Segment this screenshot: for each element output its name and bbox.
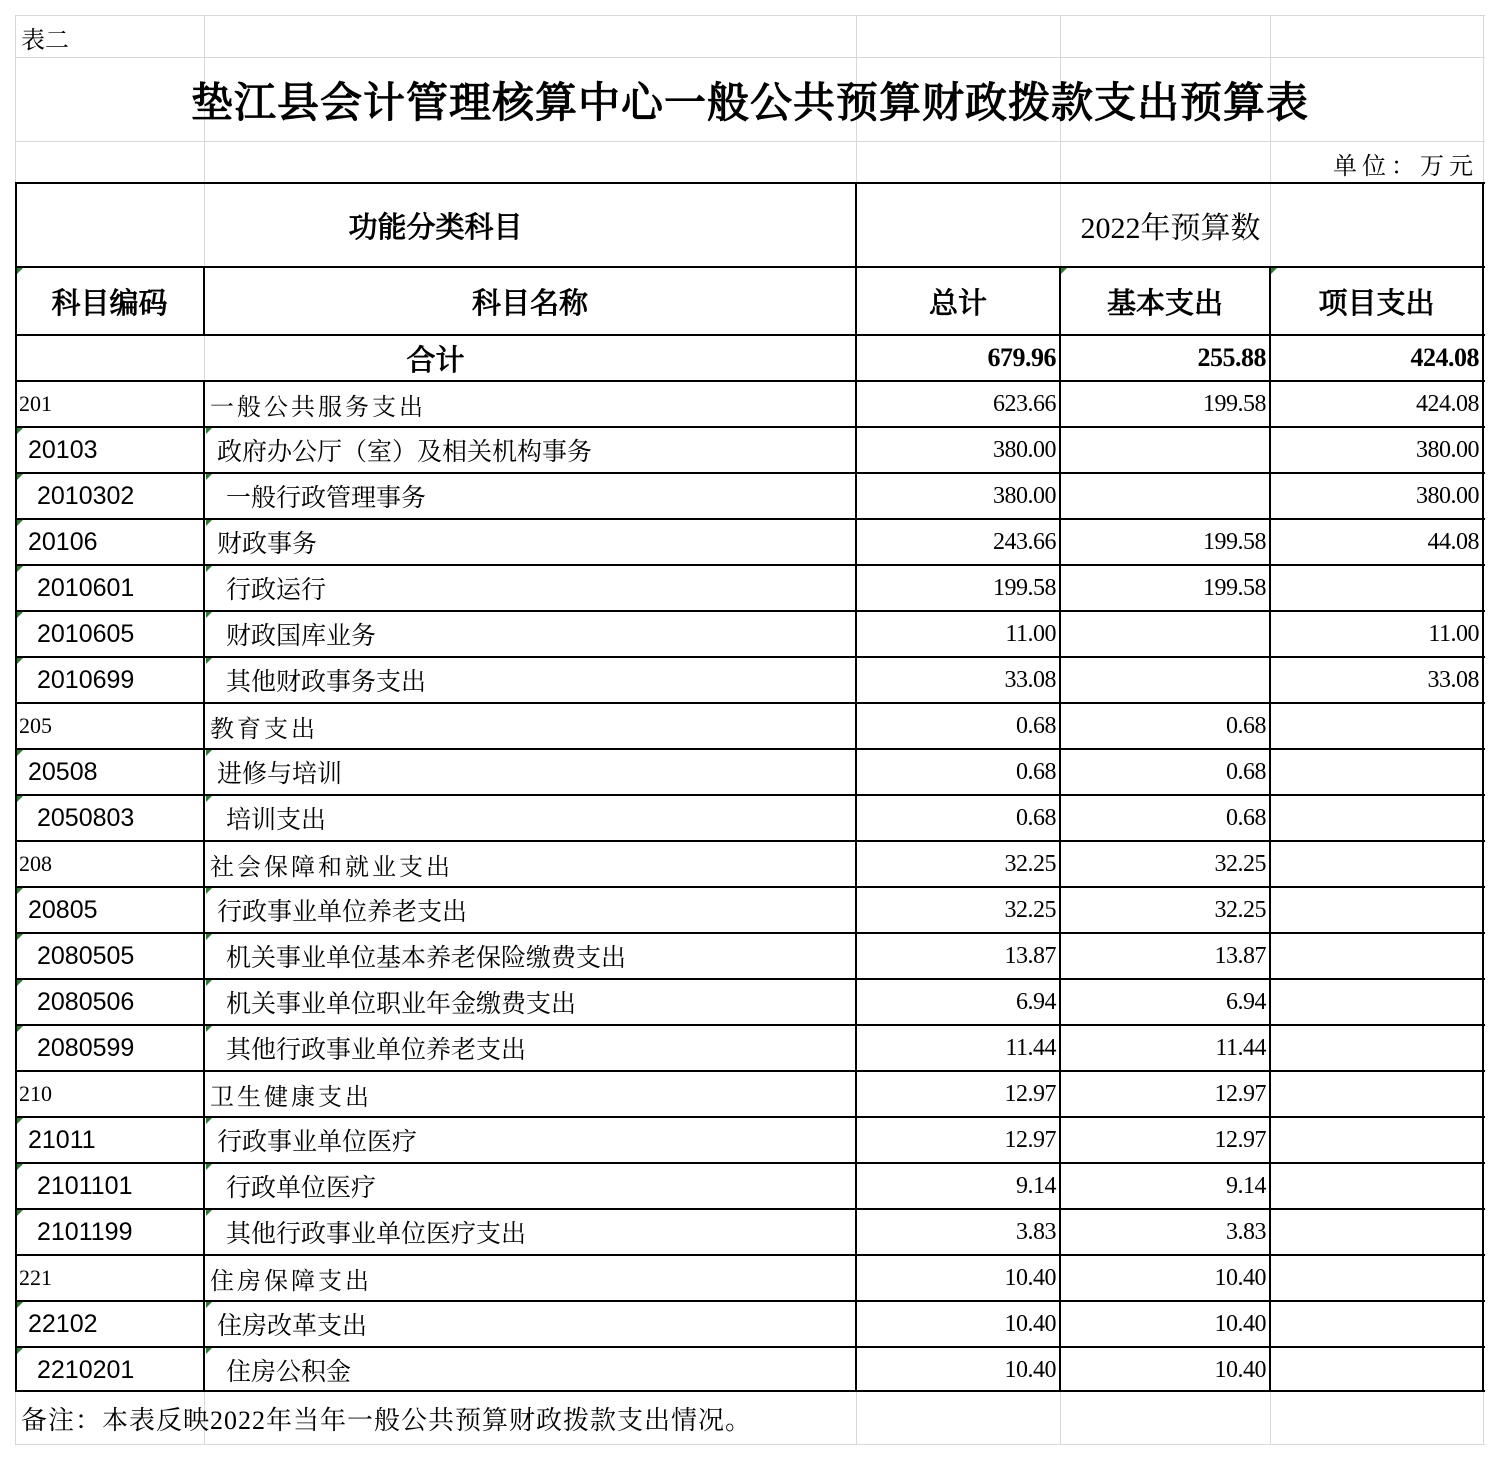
row-total: 199.58 — [993, 574, 1056, 601]
row-code: 2080505 — [37, 941, 135, 970]
table-row — [15, 749, 1485, 795]
functional-category-header: 功能分类科目 — [348, 211, 523, 244]
row-name: 住房改革支出 — [217, 1312, 368, 1340]
row-code: 20103 — [28, 435, 98, 464]
cell-marker — [206, 980, 212, 986]
table-row — [15, 565, 1485, 611]
row-name: 财政事务 — [217, 530, 318, 558]
row-name: 一般行政管理事务 — [226, 484, 427, 512]
row-basic: 0.68 — [1226, 712, 1266, 739]
footnote: 备注：本表反映2022年当年一般公共预算财政拨款支出情况。 — [21, 1405, 753, 1435]
row-project — [1270, 841, 1483, 887]
row-basic — [1060, 473, 1270, 519]
row-basic: 12.97 — [1214, 1126, 1266, 1153]
row-total: 32.25 — [1004, 896, 1056, 923]
row-name: 行政运行 — [226, 576, 327, 604]
row-name: 行政事业单位养老支出 — [217, 898, 468, 926]
row-basic — [1060, 657, 1270, 703]
cell-marker — [206, 1118, 212, 1124]
cell-marker — [17, 888, 23, 894]
cell-marker — [206, 1348, 212, 1354]
name-header: 科目名称 — [471, 287, 588, 320]
row-name: 社会保障和就业支出 — [210, 854, 453, 881]
cell-marker — [206, 428, 212, 434]
row-basic: 12.97 — [1214, 1080, 1266, 1107]
cell-marker — [206, 934, 212, 940]
table-row — [15, 381, 1485, 427]
cell-marker — [17, 796, 23, 802]
table-row — [15, 979, 1485, 1025]
row-total: 6.94 — [1016, 988, 1056, 1015]
row-basic: 199.58 — [1203, 390, 1266, 417]
row-total: 0.68 — [1016, 712, 1056, 739]
row-project — [1270, 887, 1483, 933]
row-project: 11.00 — [1428, 620, 1479, 647]
row-code: 205 — [19, 713, 52, 738]
row-basic: 32.25 — [1214, 850, 1266, 877]
row-name: 教育支出 — [210, 716, 318, 743]
row-name: 卫生健康支出 — [210, 1084, 372, 1111]
cell-marker — [206, 888, 212, 894]
cell-marker — [17, 750, 23, 756]
cell-marker — [206, 1164, 212, 1170]
row-basic: 32.25 — [1214, 896, 1266, 923]
table-row — [15, 933, 1485, 979]
row-basic — [1060, 611, 1270, 657]
table-row — [15, 1163, 1485, 1209]
cell-marker — [206, 658, 212, 664]
cell-marker — [206, 520, 212, 526]
row-basic: 11.44 — [1215, 1034, 1266, 1061]
row-code: 2080599 — [37, 1033, 135, 1062]
row-name: 其他财政事务支出 — [226, 668, 427, 696]
row-code: 20106 — [28, 527, 98, 556]
summary-label: 合计 — [406, 344, 465, 377]
row-code: 2101199 — [37, 1217, 133, 1246]
row-project — [1270, 1301, 1483, 1347]
row-project — [1270, 1255, 1483, 1301]
row-basic: 9.14 — [1226, 1172, 1266, 1199]
row-name: 其他行政事业单位医疗支出 — [226, 1220, 527, 1248]
row-total: 33.08 — [1004, 666, 1056, 693]
cell-marker — [17, 1210, 23, 1216]
cell-marker — [206, 1026, 212, 1032]
cell-marker — [17, 520, 23, 526]
summary-basic: 255.88 — [1197, 343, 1266, 372]
cell-marker — [17, 428, 23, 434]
row-name: 机关事业单位职业年金缴费支出 — [226, 990, 577, 1018]
row-basic: 199.58 — [1203, 574, 1266, 601]
row-project — [1270, 1025, 1483, 1071]
row-basic: 6.94 — [1226, 988, 1266, 1015]
row-code: 20805 — [28, 895, 98, 924]
row-project — [1270, 795, 1483, 841]
budget-year-header: 2022年预算数 — [1080, 212, 1261, 245]
row-total: 10.40 — [1004, 1264, 1056, 1291]
row-total: 0.68 — [1016, 758, 1056, 785]
cell-marker — [17, 1118, 23, 1124]
row-total: 380.00 — [993, 436, 1056, 463]
row-total: 11.00 — [1005, 620, 1056, 647]
cell-marker — [206, 474, 212, 480]
summary-total: 679.96 — [987, 343, 1056, 372]
row-code: 2010699 — [37, 665, 135, 694]
row-name: 住房保障支出 — [210, 1268, 372, 1295]
row-code: 2050803 — [37, 803, 135, 832]
row-basic: 13.87 — [1214, 942, 1266, 969]
row-project — [1270, 1347, 1483, 1393]
row-basic: 10.40 — [1214, 1356, 1266, 1383]
cell-marker — [17, 612, 23, 618]
cell-marker — [17, 658, 23, 664]
row-basic: 0.68 — [1226, 804, 1266, 831]
row-project: 33.08 — [1427, 666, 1479, 693]
row-project: 380.00 — [1416, 482, 1479, 509]
cell-marker — [17, 1302, 23, 1308]
table-row — [15, 519, 1485, 565]
row-name: 一般公共服务支出 — [210, 394, 426, 421]
row-project — [1270, 1209, 1483, 1255]
row-project — [1270, 1117, 1483, 1163]
cell-marker — [206, 796, 212, 802]
page-title: 垫江县会计管理核算中心一般公共预算财政拨款支出预算表 — [190, 81, 1309, 127]
table-row — [15, 1347, 1485, 1393]
cell-marker — [17, 566, 23, 572]
row-total: 32.25 — [1004, 850, 1056, 877]
table-row — [15, 1025, 1485, 1071]
cell-marker — [206, 566, 212, 572]
row-total: 9.14 — [1016, 1172, 1056, 1199]
table-row — [15, 1209, 1485, 1255]
total-header: 总计 — [928, 287, 987, 320]
row-total: 0.68 — [1016, 804, 1056, 831]
row-basic: 10.40 — [1214, 1310, 1266, 1337]
row-total: 12.97 — [1004, 1080, 1056, 1107]
row-total: 623.66 — [993, 390, 1056, 417]
budget-sheet — [15, 15, 1485, 1445]
cell-marker — [17, 1164, 23, 1170]
summary-project: 424.08 — [1410, 343, 1479, 372]
cell-marker — [206, 1210, 212, 1216]
project-header: 项目支出 — [1318, 287, 1435, 320]
cell-marker — [17, 1348, 23, 1354]
row-basic: 199.58 — [1203, 528, 1266, 555]
table-row — [15, 1301, 1485, 1347]
cell-marker — [17, 980, 23, 986]
row-code: 2010605 — [37, 619, 135, 648]
row-project — [1270, 703, 1483, 749]
table-row — [15, 427, 1485, 473]
table-row — [15, 1255, 1485, 1301]
row-total: 380.00 — [993, 482, 1056, 509]
row-total: 10.40 — [1004, 1310, 1056, 1337]
row-code: 2010302 — [37, 481, 135, 510]
cell-marker — [17, 934, 23, 940]
row-name: 住房公积金 — [226, 1358, 352, 1386]
unit-label: 单位：万元 — [1333, 153, 1478, 180]
row-code: 221 — [19, 1265, 52, 1290]
row-code: 2080506 — [37, 987, 135, 1016]
row-basic: 0.68 — [1226, 758, 1266, 785]
row-name: 行政单位医疗 — [226, 1174, 377, 1202]
row-total: 13.87 — [1004, 942, 1056, 969]
row-code: 208 — [19, 851, 52, 876]
table-row — [15, 841, 1485, 887]
row-code: 2101101 — [37, 1171, 133, 1200]
row-name: 政府办公厅（室）及相关机构事务 — [217, 438, 593, 466]
row-project — [1270, 1071, 1483, 1117]
row-code: 20508 — [28, 757, 98, 786]
table-row — [15, 611, 1485, 657]
table-row — [15, 703, 1485, 749]
basic-header: 基本支出 — [1106, 287, 1223, 320]
row-project: 44.08 — [1427, 528, 1479, 555]
row-project — [1270, 749, 1483, 795]
row-code: 201 — [19, 391, 52, 416]
row-name: 其他行政事业单位养老支出 — [226, 1036, 527, 1064]
row-basic: 10.40 — [1214, 1264, 1266, 1291]
table-label: 表二 — [21, 27, 69, 54]
row-code: 2010601 — [37, 573, 135, 602]
cell-marker — [17, 474, 23, 480]
row-project — [1270, 1163, 1483, 1209]
row-project: 424.08 — [1416, 390, 1479, 417]
row-total: 243.66 — [993, 528, 1056, 555]
row-total: 11.44 — [1005, 1034, 1056, 1061]
table-row — [15, 795, 1485, 841]
row-total: 12.97 — [1004, 1126, 1056, 1153]
table-row — [15, 1117, 1485, 1163]
row-name: 进修与培训 — [217, 760, 343, 788]
table-row — [15, 473, 1485, 519]
table-row — [15, 1071, 1485, 1117]
row-project — [1270, 565, 1483, 611]
row-code: 2210201 — [37, 1355, 135, 1384]
row-code: 22102 — [28, 1309, 98, 1338]
cell-marker — [206, 612, 212, 618]
row-name: 培训支出 — [226, 806, 327, 834]
row-name: 机关事业单位基本养老保险缴费支出 — [226, 944, 627, 972]
row-total: 10.40 — [1004, 1356, 1056, 1383]
row-total: 3.83 — [1016, 1218, 1056, 1245]
row-name: 财政国库业务 — [226, 622, 377, 650]
table-row — [15, 657, 1485, 703]
row-project — [1270, 979, 1483, 1025]
code-header: 科目编码 — [51, 287, 168, 320]
row-project: 380.00 — [1416, 436, 1479, 463]
row-basic: 3.83 — [1226, 1218, 1266, 1245]
row-project — [1270, 933, 1483, 979]
row-code: 210 — [19, 1081, 52, 1106]
cell-marker — [206, 750, 212, 756]
row-name: 行政事业单位医疗 — [217, 1128, 418, 1156]
cell-marker — [17, 1026, 23, 1032]
row-basic — [1060, 427, 1270, 473]
table-row — [15, 887, 1485, 933]
cell-marker — [206, 1302, 212, 1308]
row-code: 21011 — [28, 1125, 96, 1154]
budget-table-body — [15, 381, 1485, 1391]
